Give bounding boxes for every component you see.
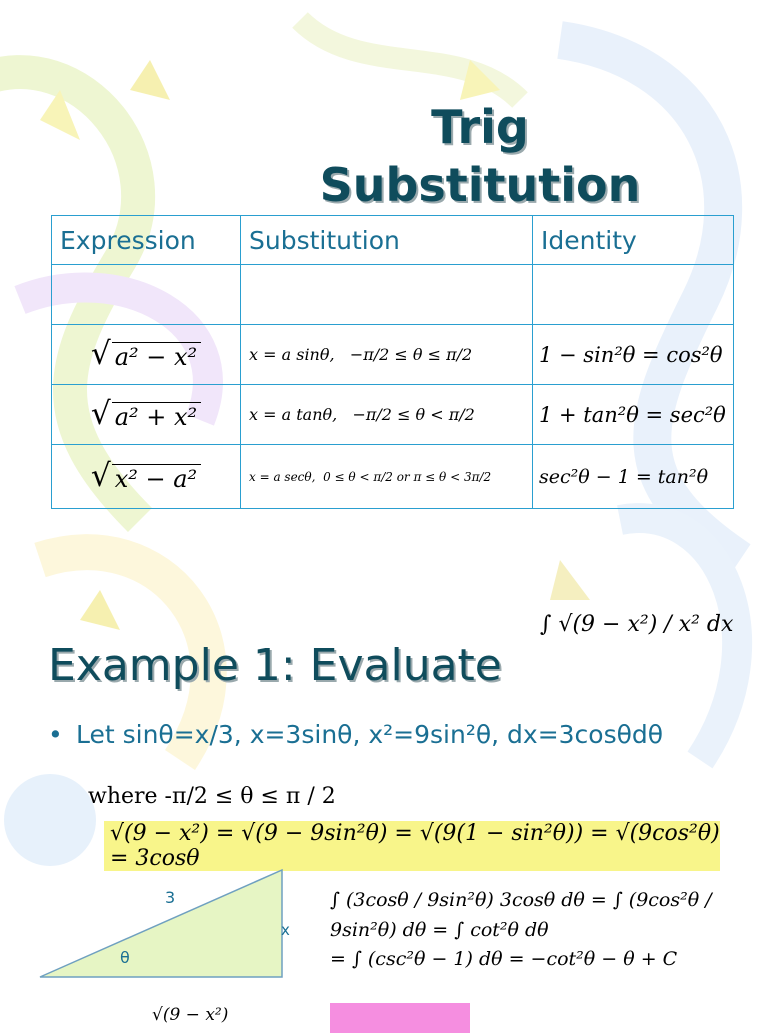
range-text: 0 ≤ θ < π/2 or π ≤ θ < 3π/2 xyxy=(323,469,492,484)
highlighted-equation: √(9 − x²) = √(9 − 9sin²θ) = √(9(1 − sin²θ)) = √(9cos²θ) = 3cosθ xyxy=(104,821,720,871)
triangle-angle-label: θ xyxy=(120,948,130,967)
table-row xyxy=(52,325,734,385)
triangle-diagram xyxy=(30,860,330,1030)
expression-cell: √ a² + x² xyxy=(52,385,241,445)
reference-triangle xyxy=(30,860,330,1034)
expression-text: a² + x² xyxy=(112,402,201,430)
table-cell-empty xyxy=(52,265,241,325)
substitution-cell xyxy=(241,445,533,509)
substitution-cell xyxy=(241,385,533,445)
identity-cell: 1 − sin²θ = cos²θ xyxy=(533,325,734,385)
table-empty-row xyxy=(52,265,734,325)
table-row xyxy=(52,385,734,445)
integral-equation-1: ∫ (3cosθ / 9sin²θ) 3cosθ dθ = ∫ (9cos²θ / 9sin²θ) dθ = ∫ cot²θ dθ xyxy=(330,889,712,941)
slide-title-line-2: Substitution xyxy=(319,158,641,212)
identity-cell: 1 + tan²θ = sec²θ xyxy=(533,385,734,445)
slide-title xyxy=(270,98,690,214)
header-identity: Identity xyxy=(533,216,734,265)
triangle-shape xyxy=(40,870,282,977)
expression-text: a² − x² xyxy=(112,342,201,370)
range-text: −π/2 ≤ θ < π/2 xyxy=(352,405,475,424)
substitution-cell xyxy=(241,325,533,385)
table-row xyxy=(52,445,734,509)
where-condition: where -π/2 ≤ θ ≤ π / 2 xyxy=(88,784,336,809)
substitution-text: x = a sinθ, xyxy=(249,345,335,364)
slide-title-line-1: Trig xyxy=(431,100,529,154)
triangle-hypotenuse-label: 3 xyxy=(165,888,176,907)
expression-text: x² − a² xyxy=(112,464,201,492)
substitution-text: x = a tanθ, xyxy=(249,405,338,424)
bullet-text: Let sinθ=x/3, x=3sinθ, x²=9sin²θ, dx=3cosθdθ xyxy=(76,720,664,749)
trig-substitution-table xyxy=(51,215,734,509)
table-cell-empty xyxy=(241,265,533,325)
triangle-opposite-label: x xyxy=(281,921,290,939)
table-cell-empty xyxy=(533,265,734,325)
header-expression: Expression xyxy=(52,216,241,265)
table-header-row xyxy=(52,216,734,265)
expression-cell: √ a² − x² xyxy=(52,325,241,385)
example-title: Example 1: Evaluate xyxy=(48,640,502,691)
identity-cell: sec²θ − 1 = tan²θ xyxy=(533,445,734,509)
substitution-text: x = a secθ, xyxy=(249,469,316,484)
header-substitution: Substitution xyxy=(241,216,533,265)
expression-cell: √ x² − a² xyxy=(52,445,241,509)
example-integral: ∫ √(9 − x²) / x² dx xyxy=(540,612,734,637)
bullet-item xyxy=(48,718,688,752)
integral-equation-2: = ∫ (csc²θ − 1) dθ = −cot²θ − θ + C xyxy=(330,948,678,970)
pink-highlight-box xyxy=(330,1003,470,1033)
bullet-dot-icon: • xyxy=(48,720,63,749)
triangle-adjacent-label: √(9 − x²) xyxy=(152,1005,229,1025)
range-text: −π/2 ≤ θ ≤ π/2 xyxy=(349,345,473,364)
